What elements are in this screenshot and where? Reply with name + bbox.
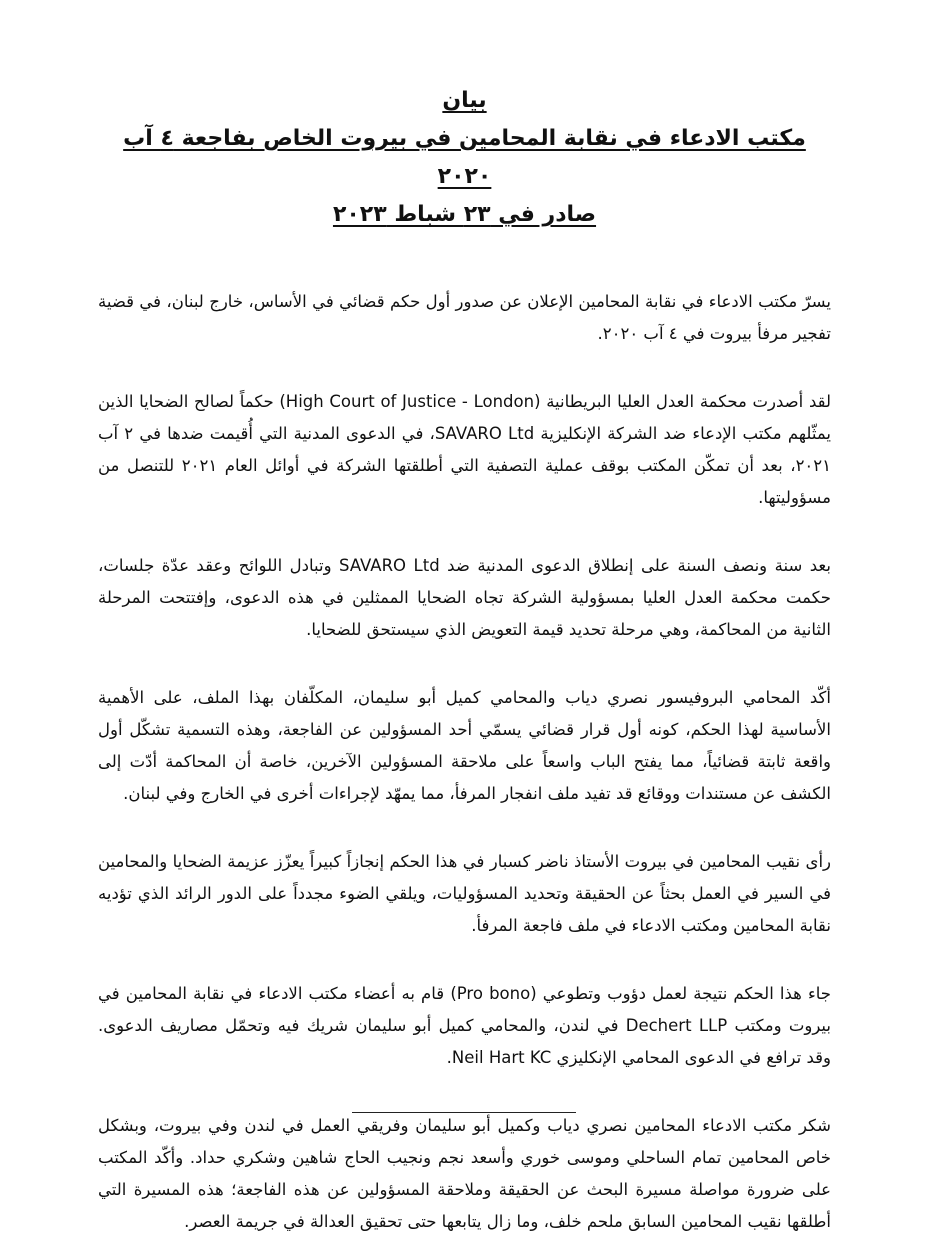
closing-divider [352,1112,576,1113]
paragraph-court-ruling: لقد أصدرت محكمة العدل العليا البريطانية (High Court of Justice - London) حكماً لصالح الضحايا الذين يمثّلهم مكتب الإدعاء ضد الشركة الإنكليزية SAVARO Ltd، في الدعوى المدنية التي أُقيمت ضدها في ٢ آب ٢٠٢١، بعد أن تمكّن المكتب بوقف عملية التصفية التي أطلقتها الشركة في أوائل العام ٢٠٢١ للتنصل من مسؤوليتها. [98,392,832,507]
paragraph-proceedings: بعد سنة ونصف السنة على إنطلاق الدعوى المدنية ضد SAVARO Ltd وتبادل اللوائح وعقد عدّة جلسات، حكمت محكمة العدل العليا بمسؤولية الشركة تجاه الضحايا الممثلين في هذه الدعوى، وإفتتحت المرحلة الثانية من المحاكمة، وهي مرحلة تحديد قيمة التعويض الذي سيستحق للضحايا. [98,556,831,639]
statement-title: بيان [442,88,487,113]
paragraph-thanks: شكر مكتب الادعاء المحامين نصري دياب وكميل أبو سليمان وفريقي العمل في لندن وفي بيروت، وبشكل خاص المحامين تمام الساحلي وموسى خوري وأسعد نجم ونجيب الحاج شاهين وشكري حداد. وأكّد المكتب على ضرورة مواصلة مسيرة البحث عن الحقيقة وملاحقة المسؤولين عن هذه الفاجعة؛ هذه المسيرة التي أطلقها نقيب المحامين السابق ملحم خلف، وما زال يتابعها حتى تحقيق العدالة في جريمة العصر. [98,1116,831,1231]
paragraph-pro-bono: جاء هذا الحكم نتيجة لعمل دؤوب وتطوعي (Pro bono) قام به أعضاء مكتب الادعاء في نقابة المحامين في بيروت ومكتب Dechert LLP في لندن، والمحامي كميل أبو سليمان شريك فيه وتحمّل مصاريف الدعوى. وقد ترافع في الدعوى المحامي الإنكليزي Neil Hart KC. [98,984,832,1067]
paragraph-bar-president: رأى نقيب المحامين في بيروت الأستاذ ناضر كسبار في هذا الحكم إنجازاً كبيراً يعزّز عزيمة الضحايا والمحامين في السير في العمل بحثاً عن الحقيقة وتحديد المسؤوليات، ويلقي الضوء مجدداً على الدور الرائد الذي تؤديه نقابة المحامين ومكتب الادعاء في ملف فاجعة المرفأ. [98,852,831,935]
paragraph-lawyers-statement: أكّد المحامي البروفيسور نصري دياب والمحامي كميل أبو سليمان، المكلّفان بهذا الملف، على الأهمية الأساسية لهذا الحكم، كونه أول قرار قضائي يسمّي أحد المسؤولين عن الفاجعة، وهذه التسمية تشكّل أول واقعة ثابتة قضائياً، مما يفتح الباب واسعاً على ملاحقة المسؤولين الآخرين، خاصة أن المحاكمة أدّت إلى الكشف عن مستندات ووقائع قد تفيد ملف انفجار المرفأ، مما يمهّد لإجراءات أخرى في الخارج وفي لبنان. [98,688,831,803]
statement-date: صادر في ٢٣ شباط ٢٠٢٣ [332,202,597,227]
paragraph-announcement: يسرّ مكتب الادعاء في نقابة المحامين الإعلان عن صدور أول حكم قضائي في الأساس، خارج لبنان، في قضية تفجير مرفأ بيروت في ٤ آب ٢٠٢٠. [98,292,831,343]
statement-subtitle: مكتب الادعاء في نقابة المحامين في بيروت الخاص بفاجعة ٤ آب ٢٠٢٠ [123,126,806,189]
statement-header [98,82,831,234]
